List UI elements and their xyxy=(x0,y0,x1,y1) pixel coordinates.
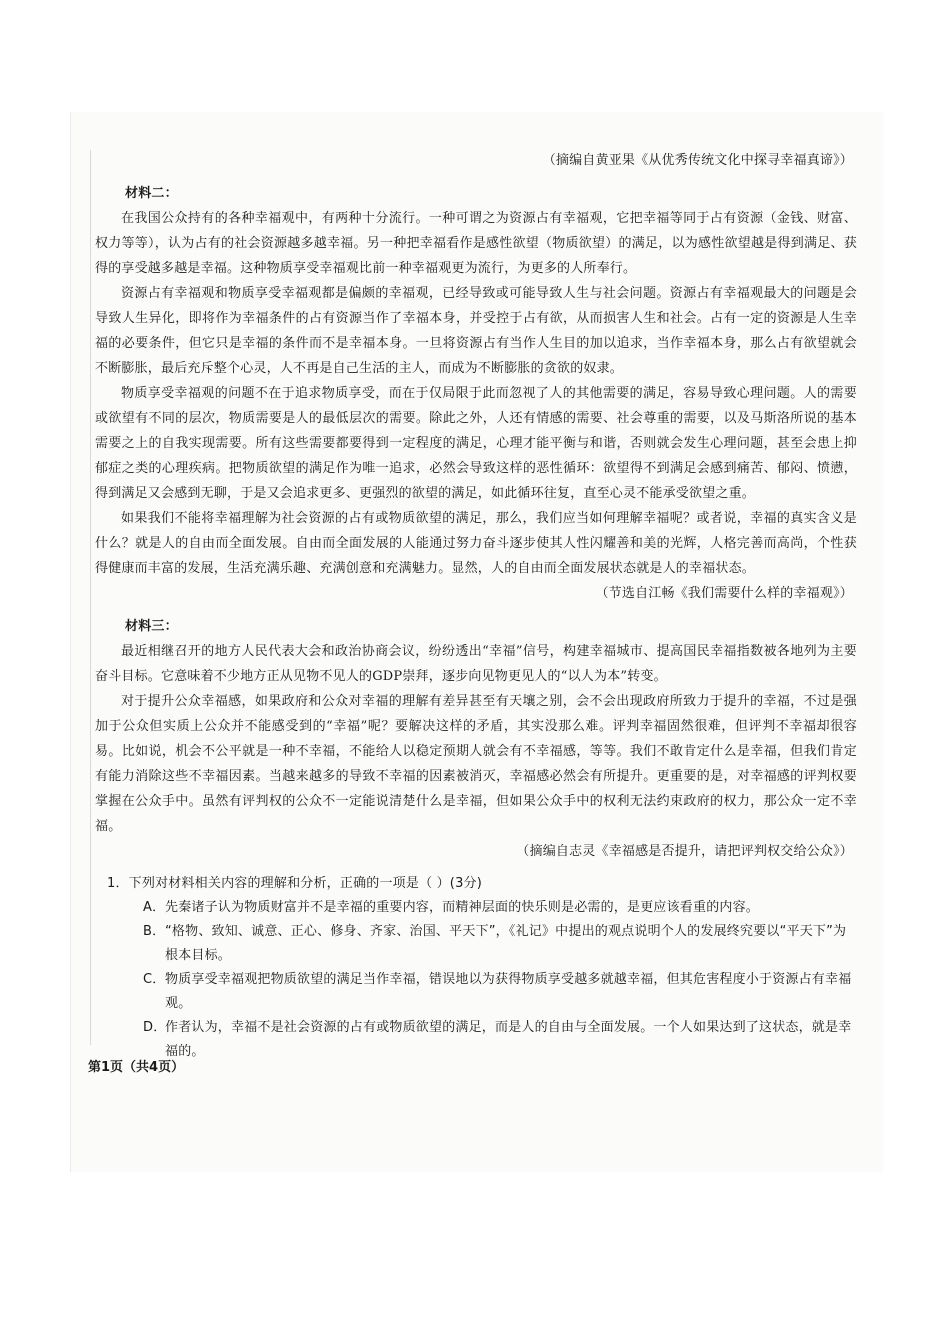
option-label: D． xyxy=(143,1020,167,1035)
question-stem: 1．下列对材料相关内容的理解和分析，正确的一项是（ ）(3分) xyxy=(107,876,483,891)
option-c[interactable] xyxy=(95,968,857,1016)
option-a[interactable] xyxy=(95,896,857,920)
option-d[interactable] xyxy=(95,1016,857,1064)
option-b[interactable] xyxy=(95,920,857,968)
option-label: B． xyxy=(143,924,166,939)
binding-margin-line xyxy=(90,150,91,1045)
question-1 xyxy=(95,872,857,1064)
source-citation-3: （摘编自志灵《幸福感是否提升，请把评判权交给公众》） xyxy=(516,844,853,859)
material-2-paragraph: 如果我们不能将幸福理解为社会资源的占有或物质欲望的满足，那么，我们应当如何理解幸福呢？或者说，幸福的真实含义是什么？就是人的自由而全面发展。自由而全面发展的人能通过努力奋斗逐步使其人性闪耀善和美的光辉，人格完善而高尚，个性获得健康而丰富的发展，生活充满乐趣、充满创意和充满魅力。显然，人的自由而全面发展状态就是人的幸福状态。 xyxy=(95,511,857,576)
option-text: 物质享受幸福观把物质欲望的满足当作幸福，错误地以为获得物质享受越多就越幸福，但其危害程度小于资源占有幸福观。 xyxy=(165,972,852,1011)
source-citation-2: （节选自江畅《我们需要什么样的幸福观》） xyxy=(595,586,853,601)
material-3-paragraph: 最近相继召开的地方人民代表大会和政治协商会议，纷纷透出“幸福”信号，构建幸福城市、提高国民幸福指数被各地列为主要奋斗目标。它意味着不少地方正从见物不见人的GDP崇拜，逐步向见物更见人的“以人为本”转变。 xyxy=(95,644,857,684)
source-citation-1: （摘编自黄亚果《从优秀传统文化中探寻幸福真谛》） xyxy=(542,153,853,168)
option-label: C． xyxy=(143,972,166,987)
scanned-page xyxy=(70,112,883,1172)
option-label: A． xyxy=(143,900,166,915)
material-3-paragraph: 对于提升公众幸福感，如果政府和公众对幸福的理解有差异甚至有天壤之别，会不会出现政府所致力于提升的幸福，不过是强加于公众但实质上公众并不能感受到的“幸福”呢？要解决这样的矛盾，其实没那么难。评判幸福固然很难，但评判不幸福却很容易。比如说，机会不公平就是一种不幸福，不能给人以稳定预期人就会有不幸福感，等等。我们不敢肯定什么是幸福，但我们肯定有能力消除这些不幸福因素。当越来越多的导致不幸福的因素被消灭，幸福感必然会有所提升。更重要的是，对幸福感的评判权要掌握在公众手中。虽然有评判权的公众不一定能说清楚什么是幸福，但如果公众手中的权利无法约束政府的权力，那公众一定不幸福。 xyxy=(95,694,857,834)
option-text: 先秦诸子认为物质财富并不是幸福的重要内容，而精神层面的快乐则是必需的，是更应该看重的内容。 xyxy=(165,900,760,915)
material-2-paragraph: 资源占有幸福观和物质享受幸福观都是偏颇的幸福观，已经导致或可能导致人生与社会问题。资源占有幸福观最大的问题是会导致人生异化，即将作为幸福条件的占有资源当作了幸福本身，并受控于占有欲，从而损害人生和社会。占有一定的资源是人生幸福的必要条件，但它只是幸福的条件而不是幸福本身。一旦将资源占有当作人生目的加以追求，当作幸福本身，那么占有欲望就会不断膨胀，最后充斥整个心灵，人不再是自己生活的主人，而成为不断膨胀的贪欲的奴隶。 xyxy=(95,286,857,376)
page-content xyxy=(95,148,857,1064)
material-2-title: 材料二： xyxy=(125,186,178,201)
material-2-paragraph: 物质享受幸福观的问题不在于追求物质享受，而在于仅局限于此而忽视了人的其他需要的满足，容易导致心理问题。人的需要或欲望有不同的层次，物质需要是人的最低层次的需要。除此之外，人还有情感的需要、社会尊重的需要，以及马斯洛所说的基本需要之上的自我实现需要。所有这些需要都要得到一定程度的满足，心理才能平衡与和谐，否则就会发生心理问题，甚至会患上抑郁症之类的心理疾病。把物质欲望的满足作为唯一追求，必然会导致这样的恶性循环：欲望得不到满足会感到痛苦、郁闷、愤懑，得到满足又会感到无聊，于是又会追求更多、更强烈的欲望的满足，如此循环往复，直至心灵不能承受欲望之重。 xyxy=(95,386,857,501)
material-2-paragraph: 在我国公众持有的各种幸福观中，有两种十分流行。一种可谓之为资源占有幸福观，它把幸福等同于占有资源（金钱、财富、权力等等），认为占有的社会资源越多越幸福。另一种把幸福看作是感性欲望（物质欲望）的满足，以为感性欲望越是得到满足、获得的享受越多越是幸福。这种物质享受幸福观比前一种幸福观更为流行，为更多的人所奉行。 xyxy=(95,211,857,276)
option-text: “格物、致知、诚意、正心、修身、齐家、治国、平天下”，《礼记》中提出的观点说明个人的发展终究要以“平天下”为根本目标。 xyxy=(165,924,847,963)
material-3-title: 材料三： xyxy=(125,619,178,634)
page-footer: 第1页（共4页） xyxy=(88,1060,185,1075)
option-text: 作者认为，幸福不是社会资源的占有或物质欲望的满足，而是人的自由与全面发展。一个人如果达到了这状态，就是幸福的。 xyxy=(165,1020,852,1059)
